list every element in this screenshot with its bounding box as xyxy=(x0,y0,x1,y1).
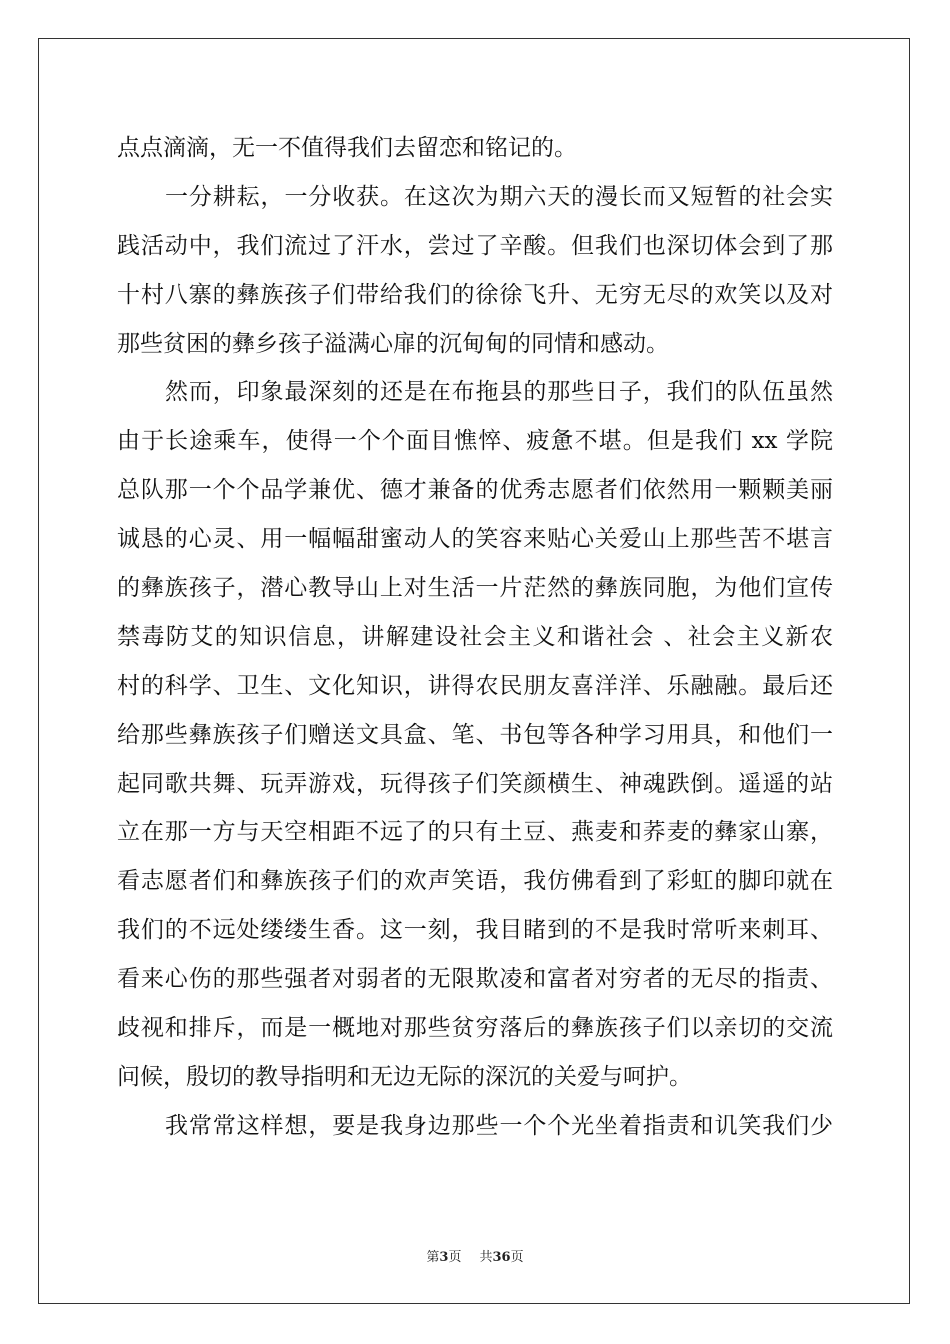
text-line: 起同歌共舞、玩弄游戏，玩得孩子们笑颜横生、神魂跌倒。遥遥的站 xyxy=(117,770,833,797)
text-line: 点点滴滴，无一不值得我们去留恋和铭记的。 xyxy=(117,135,577,161)
text-line: 歧视和排斥，而是一概地对那些贫穷落后的彝族孩子们以亲切的交流 xyxy=(117,1015,833,1042)
text-line: 由于长途乘车，使得一个个面目憔悴、疲惫不堪。但是我们 xx 学院 xyxy=(117,428,833,455)
text-line: 十村八寨的彝族孩子们带给我们的徐徐飞升、无穷无尽的欢笑以及对 xyxy=(117,281,833,308)
text-line: 我常常这样想，要是我身边那些一个个光坐着指责和讥笑我们少 xyxy=(165,1112,833,1139)
page-prefix: 第 xyxy=(426,1250,440,1265)
text-line: 然而，印象最深刻的还是在布拖县的那些日子，我们的队伍虽然 xyxy=(165,379,833,406)
text-line: 村的科学、卫生、文化知识，讲得农民朋友喜洋洋、乐融融。最后还 xyxy=(117,672,833,699)
text-line: 总队那一个个品学兼优、德才兼备的优秀志愿者们依然用一颗颗美丽 xyxy=(117,477,833,504)
document-body xyxy=(117,128,833,1155)
total-suffix: 页 xyxy=(510,1250,524,1265)
text-line: 看来心伤的那些强者对弱者的无限欺凌和富者对穷者的无尽的指责、 xyxy=(117,966,833,993)
text-line: 一分耕耘，一分收获。在这次为期六天的漫长而又短暂的社会实 xyxy=(165,183,833,210)
text-line: 的彝族孩子，潜心教导山上对生活一片茫然的彝族同胞，为他们宣传 xyxy=(117,575,833,602)
text-line: 给那些彝族孩子们赠送文具盒、笔、书包等各种学习用具，和他们一 xyxy=(117,721,833,748)
text-line: 看志愿者们和彝族孩子们的欢声笑语，我仿佛看到了彩虹的脚印就在 xyxy=(117,868,833,895)
page-footer xyxy=(0,1246,950,1265)
text-line: 践活动中，我们流过了汗水，尝过了辛酸。但我们也深切体会到了那 xyxy=(117,232,833,259)
total-prefix: 共 xyxy=(479,1250,493,1265)
text-line: 我们的不远处缕缕生香。这一刻，我目睹到的不是我时常听来刺耳、 xyxy=(117,917,833,944)
text-line: 那些贫困的彝乡孩子溢满心扉的沉甸甸的同情和感动。 xyxy=(117,330,669,357)
page-suffix: 页 xyxy=(448,1250,462,1265)
text-line: 禁毒防艾的知识信息，讲解建设社会主义和谐社会 、社会主义新农 xyxy=(117,623,833,650)
total-pages-number: 36 xyxy=(492,1250,511,1265)
text-line: 问候，殷切的教导指明和无边无际的深沉的关爱与呵护。 xyxy=(117,1063,692,1090)
text-line: 立在那一方与天空相距不远了的只有土豆、燕麦和荞麦的彝家山寨， xyxy=(117,819,833,846)
current-page-number: 3 xyxy=(439,1250,449,1265)
text-line: 诚恳的心灵、用一幅幅甜蜜动人的笑容来贴心关爱山上那些苦不堪言 xyxy=(117,526,833,553)
